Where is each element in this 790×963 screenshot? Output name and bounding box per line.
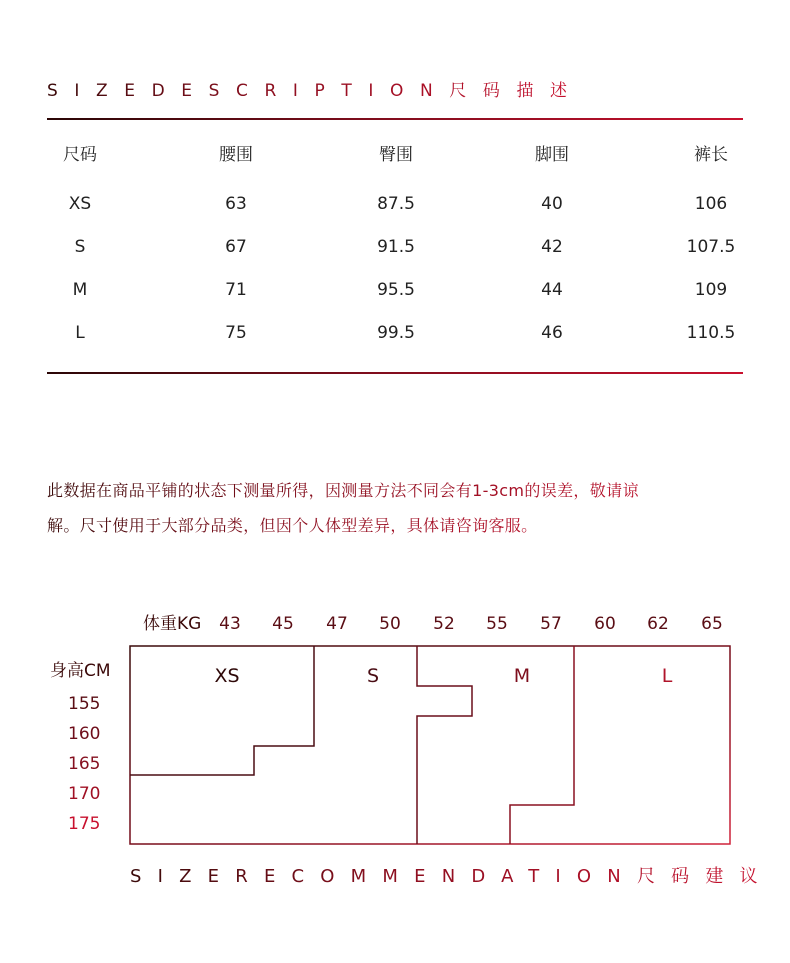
header-size: 尺码 xyxy=(63,145,97,165)
measurement-note-line2: 解。尺寸使用于大部分品类，但因个人体型差异，具体请咨询客服。 xyxy=(47,514,647,538)
cell-hem: 42 xyxy=(541,237,563,257)
cell-hem: 40 xyxy=(541,194,563,214)
weight-tick: 57 xyxy=(540,614,562,634)
header-hip: 臀围 xyxy=(379,145,413,165)
weight-tick: 60 xyxy=(594,614,616,634)
weight-tick: 43 xyxy=(219,614,241,634)
weight-tick: 65 xyxy=(701,614,723,634)
cell-size: L xyxy=(75,323,85,343)
size-description-title: SIZEDESCRIPTION尺码描述 xyxy=(47,76,584,101)
weight-tick: 52 xyxy=(433,614,455,634)
cell-waist: 67 xyxy=(225,237,247,257)
weight-axis-label: 体重KG xyxy=(143,614,202,634)
cell-hip: 87.5 xyxy=(377,194,415,214)
zone-label-l: L xyxy=(661,665,673,687)
weight-tick: 45 xyxy=(272,614,294,634)
cell-hip: 99.5 xyxy=(377,323,415,343)
weight-tick: 55 xyxy=(486,614,508,634)
cell-waist: 63 xyxy=(225,194,247,214)
cell-waist: 75 xyxy=(225,323,247,343)
height-axis-label: 身高CM xyxy=(50,661,111,681)
cell-length: 107.5 xyxy=(686,237,736,257)
cell-length: 110.5 xyxy=(686,323,736,343)
weight-tick: 47 xyxy=(326,614,348,634)
height-tick: 155 xyxy=(68,694,101,714)
cell-waist: 71 xyxy=(225,280,247,300)
height-tick: 170 xyxy=(68,784,101,804)
height-tick: 175 xyxy=(68,814,101,834)
cell-length: 106 xyxy=(694,194,728,214)
zone-label-s: S xyxy=(366,665,380,687)
weight-tick: 50 xyxy=(379,614,401,634)
size-recommendation-title: SIZERECOMMENDATION尺码建议 xyxy=(130,862,774,888)
weight-tick: 62 xyxy=(647,614,669,634)
cell-hip: 95.5 xyxy=(377,280,415,300)
zone-label-xs: XS xyxy=(214,665,240,687)
cell-size: XS xyxy=(68,194,92,214)
cell-size: S xyxy=(74,237,86,257)
height-tick: 160 xyxy=(68,724,101,744)
measurement-note-line1: 此数据在商品平铺的状态下测量所得，因测量方法不同会有1-3cm的误差，敬请谅 xyxy=(47,479,747,503)
zone-label-m: M xyxy=(513,665,531,687)
cell-hem: 46 xyxy=(541,323,563,343)
cell-size: M xyxy=(72,280,88,300)
cell-hip: 91.5 xyxy=(377,237,415,257)
header-length: 裤长 xyxy=(694,145,728,165)
height-tick: 165 xyxy=(68,754,101,774)
cell-hem: 44 xyxy=(541,280,563,300)
cell-length: 109 xyxy=(694,280,728,300)
s-m-boundary xyxy=(417,646,472,844)
header-hem: 脚围 xyxy=(535,145,569,165)
header-waist: 腰围 xyxy=(219,145,253,165)
